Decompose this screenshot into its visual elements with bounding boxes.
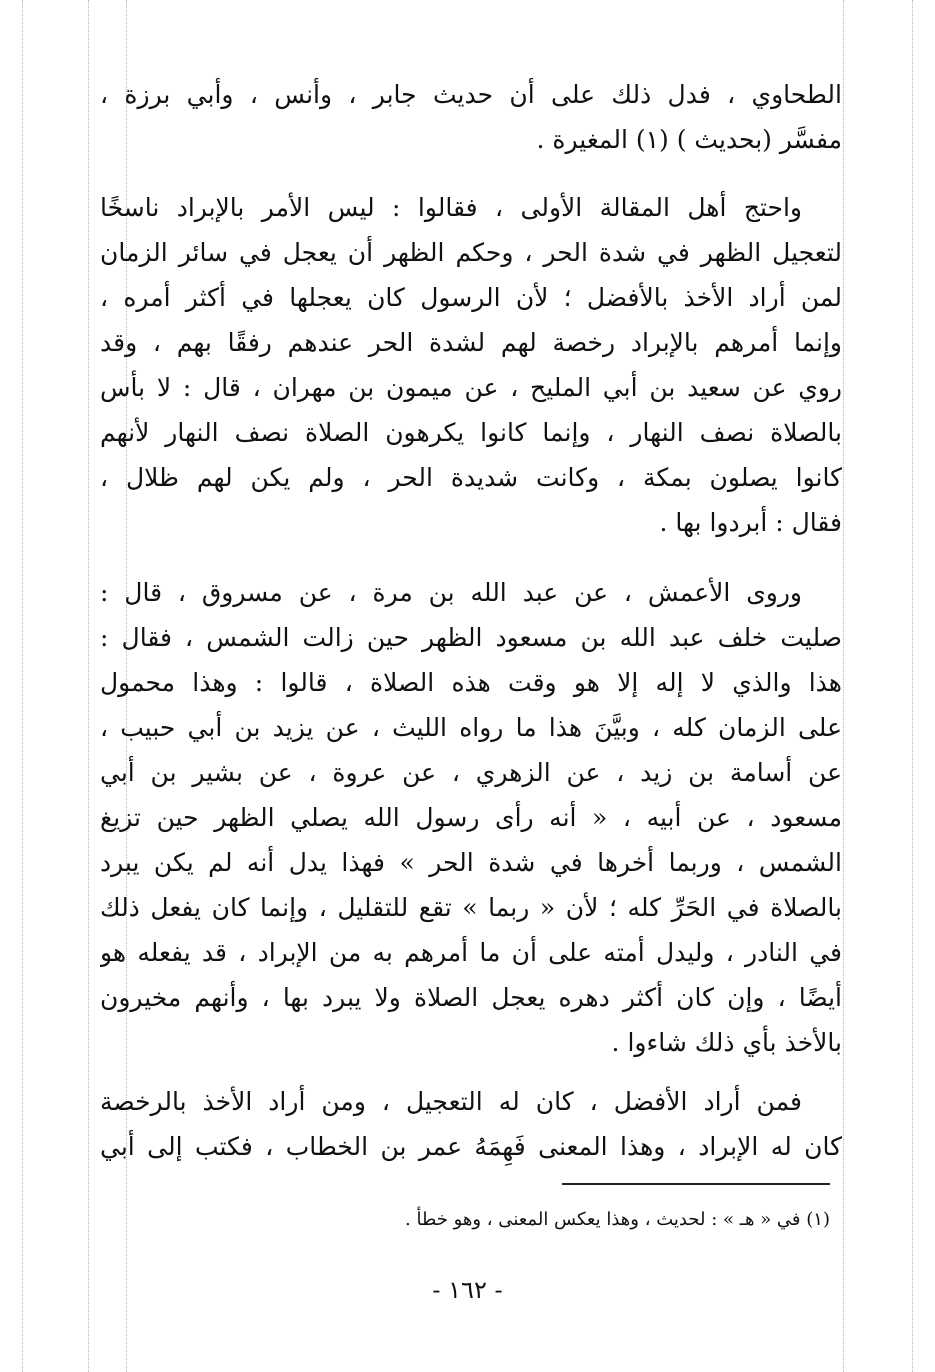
margin-guide: [843, 0, 844, 1372]
text-line: الطحاوي ، فدل ذلك على أن حديث جابر ، وأنس ، وأبي برزة ،: [100, 80, 842, 109]
margin-guide: [22, 0, 23, 1372]
paragraph-1: [100, 72, 842, 162]
text-line: الشمس ، وربما أخرها في شدة الحر » فهذا يدل أنه لم يكن يبرد: [100, 848, 842, 877]
text-line: على الزمان كله ، وبيَّنَ هذا ما رواه الليث ، عن يزيد بن أبي حبيب ،: [100, 713, 842, 742]
text-line: صليت خلف عبد الله بن مسعود الظهر حين زالت الشمس ، فقال :: [100, 623, 842, 652]
text-line: وإنما أمرهم بالإبراد رخصة لهم لشدة الحر عندهم رفقًا بهم ، وقد: [100, 328, 842, 357]
text-line: وروى الأعمش ، عن عبد الله بن مرة ، عن مسروق ، قال :: [100, 578, 802, 607]
text-line: بالصلاة نصف النهار ، وإنما كانوا يكرهون الصلاة نصف النهار لأنهم: [100, 418, 842, 447]
paragraph-2: [100, 185, 842, 545]
paragraph-4: [100, 1079, 842, 1169]
footnote-separator: [562, 1183, 830, 1185]
text-line: بالأخذ بأي ذلك شاءوا .: [611, 1028, 842, 1057]
text-line: واحتج أهل المقالة الأولى ، فقالوا : ليس الأمر بالإبراد ناسخًا: [100, 193, 802, 222]
text-line: فمن أراد الأفضل ، كان له التعجيل ، ومن أراد الأخذ بالرخصة: [100, 1087, 802, 1116]
margin-guide: [912, 0, 913, 1372]
text-line: روي عن سعيد بن أبي المليح ، عن ميمون بن مهران ، قال : لا بأس: [100, 373, 842, 402]
text-line: عن أسامة بن زيد ، عن الزهري ، عن عروة ، عن بشير بن أبي: [100, 758, 842, 787]
text-line: مسعود ، عن أبيه ، « أنه رأى رسول الله يصلي الظهر حين تزيغ: [100, 803, 842, 832]
text-line: لتعجيل الظهر في شدة الحر ، وحكم الظهر أن يعجل في سائر الزمان: [100, 238, 842, 267]
text-line: فقال : أبردوا بها .: [659, 508, 842, 537]
margin-guide: [88, 0, 89, 1372]
footnote: (١) في « هـ » : لحديث ، وهذا يعكس المعنى ، وهو خطأ .: [405, 1209, 830, 1230]
text-line: أيضًا ، وإن كان أكثر دهره يعجل الصلاة ولا يبرد بها ، وأنهم مخيرون: [100, 983, 842, 1012]
text-line: مفسَّر (بحديث ) (١) المغيرة .: [536, 125, 842, 154]
text-line: لمن أراد الأخذ بالأفضل ؛ لأن الرسول كان يعجلها في أكثر أمره ،: [100, 283, 842, 312]
text-line: بالصلاة في الحَرِّ كله ؛ لأن « ربما » تقع للتقليل ، وإنما كان يفعل ذلك: [100, 893, 842, 922]
text-line: كان له الإبراد ، وهذا المعنى فَهِمَهُ عمر بن الخطاب ، فكتب إلى أبي: [100, 1132, 842, 1161]
text-line: كانوا يصلون بمكة ، وكانت شديدة الحر ، ولم يكن لهم ظلال ،: [100, 463, 842, 492]
paragraph-3: [100, 570, 842, 1065]
text-line: في النادر ، وليدل أمته على أن ما أمرهم به من الإبراد ، قد يفعله هو: [100, 938, 842, 967]
page-number: - ١٦٢ -: [432, 1276, 503, 1304]
text-line: هذا والذي لا إله إلا هو وقت هذه الصلاة ، قالوا : وهذا محمول: [100, 668, 842, 697]
